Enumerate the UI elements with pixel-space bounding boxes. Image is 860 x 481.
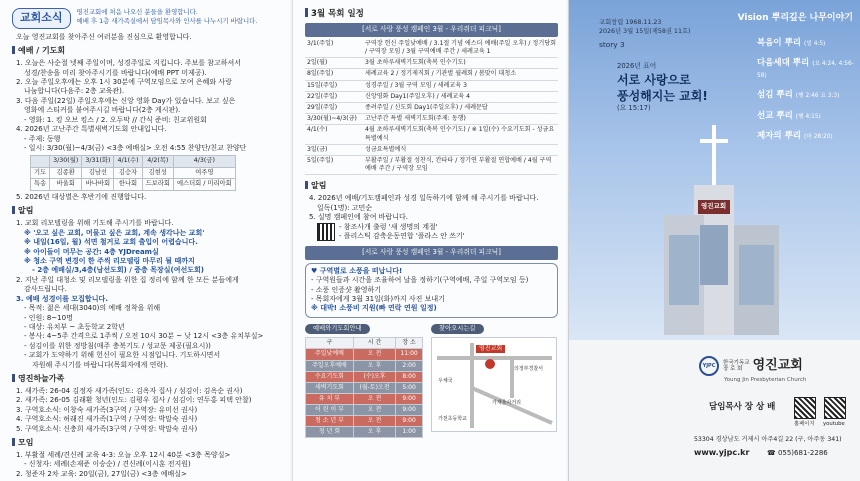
qr-code-icon <box>317 223 335 241</box>
table-row: 4/1(수) 4월 초하루새벽기도회(축복 인수기도) / ※ 1일(수) 수요기도회 - 성금요특별예식 <box>305 125 558 144</box>
map-church-label: 영진교회 <box>476 345 505 353</box>
table-row: 3/30(월)~4/3(금) 고난주간 특별 새벽기도회(주제: 동행) <box>305 114 558 125</box>
issue-meta: 교회창립 1968.11.23 2026년 3월 15일(제58권 11호) <box>599 19 691 36</box>
slogan: 서로 사랑으로 풍성해지는 교회! <box>617 73 708 103</box>
worship-heading: 예배 / 기도회 <box>12 46 280 57</box>
slogan-verse: (요 15:17) <box>617 104 651 112</box>
list-item: 섬김 뿌리 (행 2:46 요 3:3) <box>757 90 840 101</box>
church-building-image <box>654 125 784 335</box>
homepage-qr-icon[interactable] <box>794 397 816 419</box>
campaign-links: - 참조사개 출렁 '새 생명의 계절' - 플리스틱 감축운동연합 '플라스 안 쓰기' <box>317 223 558 242</box>
church-name-en: Young Jin Presbyterian Church <box>724 377 807 383</box>
church-name: 영진교회 <box>752 358 803 374</box>
website-link[interactable]: www.yjpc.kr <box>694 448 750 457</box>
meeting-heading: 모임 <box>12 438 280 449</box>
cover-panel <box>568 0 860 481</box>
welcome-text: 오늘 영진교회를 찾아주신 여러분을 진심으로 환영합니다. <box>16 32 192 41</box>
list-item: 제자의 뿌리 (마 28:20) <box>757 131 833 142</box>
building-sign: 영진교회 <box>701 202 727 210</box>
phone-number: ☎ 055)681-2286 <box>767 449 828 457</box>
campaign-bar-2: [서로 사랑 풍성 캠페인 3월 - 우리쥐더 피크닉] <box>305 246 558 259</box>
pastor-name: 담임목사 장 상 배 <box>709 402 776 412</box>
vision-title: Vision 뿌리깊은 나무이야기 <box>737 13 853 23</box>
bottom-info <box>305 324 558 438</box>
schedule-heading: 3월 목회 일정 <box>305 8 558 20</box>
church-logo: YJPC 한국기독교 장 로 회 영진교회 <box>699 356 849 376</box>
list-item: 다음세대 뿌리 (요 4:24, 4:56-58) <box>757 58 854 79</box>
table-row: 15일(주일) 성경주일 / 3월 구역 모임 / 세례교육 3 <box>305 80 558 91</box>
picnic-box: ♥ 구역별로 소풍을 떠납니다! - 구역원들과 시간을 조율하여 날을 정하기(구역예배, 주일 구역모임 등) - 소풍 인증샷 촬영하기 - 목회자에게 3월 31일(화)까지 사진 보내기 ※ 대박! 소풍비 지원(빠 연락 연원 일정) <box>305 263 558 318</box>
table-row: 8일(주일) 세례교육 2 / 정기제직회 / 기관별 월례회 / 봄맞이 대청소 <box>305 69 558 80</box>
table-row: 22일(주일) 신앙영화 Day1(주일오후) / 세례교육 4 <box>305 91 558 102</box>
notice2-heading: 알림 <box>305 181 558 192</box>
address: 53304 경상남도 거제시 아주4길 22 (구, 아주동 341) <box>694 436 842 443</box>
news-header <box>12 8 280 29</box>
logo-icon: YJPC <box>699 356 719 376</box>
list-item: 선교 뿌리 (행 4:15) <box>757 110 821 121</box>
news-panel: 교회소식 영진교회에 처음 나오신 분들을 환영합니다. 예배 후 1층 새가족실에서 담임목사와 인사를 나누시기 바랍니다. 오늘 영진교회를 찾아주신 여러분을 진심으로 환영합니다. 예배 / 기도회 1. 오늘은 사순절 넷째 주일이며, 성경주일로 지킵니다. 주보를 참고하셔서 성경/찬송을 미리 찾아주시기를 바랍니다(예배 PPT 미제공). 2. 오늘 주일오후에는 오후 1시 30분에 구역모임으로 모여 은혜와 사랑 나눔합니다(다음주: 2층 교육관). 3. 다음 주일(22일) 주일오후에는 신앙 영화 Day가 있습니다. 보고 싶은 영화에 스티커를 붙여주시길 바랍니다(2층 게시판). - 영화: 1. 킹 오브 킹스 / 2. 오두막 // 간식 준비: 친교위원회 4. 2026년 고난주간 특별새벽기도회 안내입니다. - 주제: 동행 - 일시: 3/30(월)~4/3(금) <3층 예배실> 오전 4:55 찬양단/친교 찬양단 3/30(월) 3/31(화) 4/1(수) 4/2(목) 4/3(금) 기도 김종환 김남선 김승자 김현성 여주영 특송 바울회 바나바회 한나회 드보라회 에스더회 / 미리아회 5. 2026년 대상별은 후반기에 진행합니다. 알림 1. 교회 리모델링을 위해 기도해 주시기를 바랍니다. ※ '오고 싶은 교회, 머물고 싶은 교회, 계속 생각나는 교회' ※ 내일(16일, 월) 석면 철거로 교회 출입이 어렵습니다. ※ 아이들이 머무는 공간: 4층 YJDream실 ※ 청소 구역 변경이 한 주씩 리모델링 마무리 될 때까지 - 2층 예배실/3,4층(남선도회) / 증층 목장실(여선도회) 2. 지난 주일 대청소 및 리모델링을 위한 집 정리에 함께 한 모든 분들에게 감사드립니다. 3. 예배 성경이를 모집합니다. - 목적: 젊은 세대(3040)의 예배 정착을 위해 - 인원: 8~10명 - 대상: 유치부 ~ 초등학교 2학년 - 봉사: 4~5주 간격으로 1주씩 / 오전 10시 30분 ~ 낮 12시 <3층 유치부실> - 섬김이를 위한 정방침(매주 충북기도 / 성교문 제공(필요시)) - 교회가 도약하기 위해 헌신이 필요한 시점입니다. 기도하시면서 자원해 주시기를 바랍니다(목회자에게 연락). 영진하늘가족 1. 새가족: 26-04 김정자 새가족(인도: 김옥자 집사 / 섬김이: 김옥순 권사) 2. 새가족: 26-05 김래환 청년(인도: 김평우 집사 / 섬김이: 연두홍 피택 안찰) 3. 구역호소식: 이창숙 새가족(3구역 / 구역장: 유미선 권사) 4. 구역호소식: 허래진 새가족(1구역 / 구역장: 박말숙 권사) 5. 구역호소식: 신충희 새가족(3구역 / 구역장: 박말숙 권사) 모임 1. 부활절 세례/견신례 교육 4-3: 오늘 오후 12시 40분 <3층 목양실> - 신청자: 세례(손재준 이승순) / 견신례(이시훈 전지원) 2. 청준자 2차 교육: 20일(금), 27일(금) <3층 예배실> <box>0 0 290 481</box>
news-badge: 교회소식 <box>12 8 71 29</box>
youtube-qr-icon[interactable] <box>824 397 846 419</box>
campaign-bar: [서로 사랑 풍성 캠페인 3월 - 우리쥐더 피크닉] <box>305 23 558 36</box>
table-row: 3/1(주일) 구역장 헌신 주일낮예배 / 3.1절 기념 에스더 예배(주일 오후) / 정기당회 / 구역장 모임 / 3월 구역예배 주간 / 세례교육 1 <box>305 39 558 58</box>
worship-times: 예배와기도회안내 구 시 간 장 소 주일낮예배 오 전 11:00 주일오후예배 오 후 2:00 수요기도회 (수)오후 8:00 새벽기도회 (월-토)오전 5:00 유 치 부 오 전 9:00 어 린 이 부 오 전 9:00 청 소 년 부 오 전 9:00 청 년 회 오 후 1:00 <box>305 324 423 438</box>
schedule-table <box>305 39 558 176</box>
table-row: 5일(주일) 부활주일 / 부활절 성찬식, 칸타타 / 정기연 부활절 연합예배 / 4월 구역예배 주간 / 구역장 모임 <box>305 156 558 175</box>
family-heading: 영진하늘가족 <box>12 374 280 385</box>
year-theme: 2026년 표어 <box>617 62 657 70</box>
cover-sky <box>569 0 860 340</box>
list-item: 복음이 뿌리 (빌 4:5) <box>757 38 826 48</box>
directions: 찾아오시는길 영진교회 의정부경찰서 우체국 가재울사거리 가천초등학교 <box>431 324 557 438</box>
news-intro: 영진교회에 처음 나오신 분들을 환영합니다. 예배 후 1층 새가족실에서 담임목사와 인사를 나누시기 바랍니다. <box>76 8 258 25</box>
schedule-panel: 3월 목회 일정 [서로 사랑 풍성 캠페인 3월 - 우리쥐더 피크닉] 3/1(주일) 구역장 헌신 주일낮예배 / 3.1절 기념 에스더 예배(주일 오후) / 정기당회 / 구역장 모임 / 3월 구역예배 주간 / 세례교육 1 2일(월) 3월 초하루새벽기도회(축복 인수기도) 8일(주일) 세례교육 2 / 정기제직회 / 기관별 월례회 / 봄맞이 대청소 15일(주일) 성경주일 / 3월 구역 모임 / 세례교육 3 22일(주일) 신앙영화 Day1(주일오후) / 세례교육 4 29일(주일) 종려주일 / 신도회 Day1(주일오후) / 세례문답 3/30(월)~4/3(금) 고난주간 특별 새벽기도회(주제: 동행) 4/1(수) 4월 초하루새벽기도회(축복 인수기도) / ※ 1일(수) 수요기도회 - 성금요특별예식 3일(금) 성금요특별예식 5일(주일) 부활주일 / 부활절 성찬식, 칸타타 / 정기연 부활절 연합예배 / 4월 구역예배 주간 / 구역장 모임 알림 4. 2026년 예배/기도캠페인과 성경 일독하기에 함께 해 주시기를 바랍니다. 일독(1명): 고민순 5. 실명 캠페인에 참여 바랍니다. - 참조사개 출렁 '새 생명의 계절' - 플리스틱 감축운동연합 '플라스 안 쓰기' [서로 사랑 풍성 캠페인 3월 - 우리쥐더 피크닉] ♥ 구역별로 소풍을 떠납니다! - 구역원들과 시간을 조율하여 날을 정하기(구역예배, 주일 구역모임 등) - 소풍 인증샷 촬영하기 - 목회자에게 3월 31일(화)까지 사진 보내기 ※ 대박! 소풍비 지원(빠 연락 연원 일정) 예배와기도회안내 구 시 간 장 소 주일낮예배 오 전 11:00 주일오후예배 오 후 2:00 수요기도회 (수)오후 8:00 새벽기도회 (월-토)오전 5:00 유 치 부 오 전 9:00 어 린 이 부 오 전 9:00 청 소 년 부 오 전 9:00 청 년 회 오 후 1:00 찾아오시는길 영진교회 의정부경찰서 우체국 가재울사거리 가천초등학교 <box>292 0 566 481</box>
notice-heading: 알림 <box>12 206 280 217</box>
table-row: 3일(금) 성금요특별예식 <box>305 144 558 155</box>
cover-footer: YJPC 한국기독교 장 로 회 영진교회 Young Jin Presbyterian Church 담임목사 장 상 배 홈페이지 youtube 53304 경상남도 거제시 아주4길 22 (구, 아주동 341) www.yjpc.kr ☎ 055)681-2286 <box>569 340 860 481</box>
table-row: 29일(주일) 종려주일 / 신도회 Day1(주일오후) / 세례문답 <box>305 102 558 113</box>
dawn-prayer-table: 3/30(월) 3/31(화) 4/1(수) 4/2(목) 4/3(금) 기도 김종환 김남선 김승자 김현성 여주영 특송 바울회 바나바회 한나회 드보라회 에스더회 / 미리아회 <box>30 155 236 191</box>
table-row: 2일(월) 3월 초하루새벽기도회(축복 인수기도) <box>305 58 558 69</box>
story-label: story 3 <box>599 40 625 49</box>
map: 영진교회 의정부경찰서 우체국 가재울사거리 가천초등학교 <box>431 337 557 432</box>
